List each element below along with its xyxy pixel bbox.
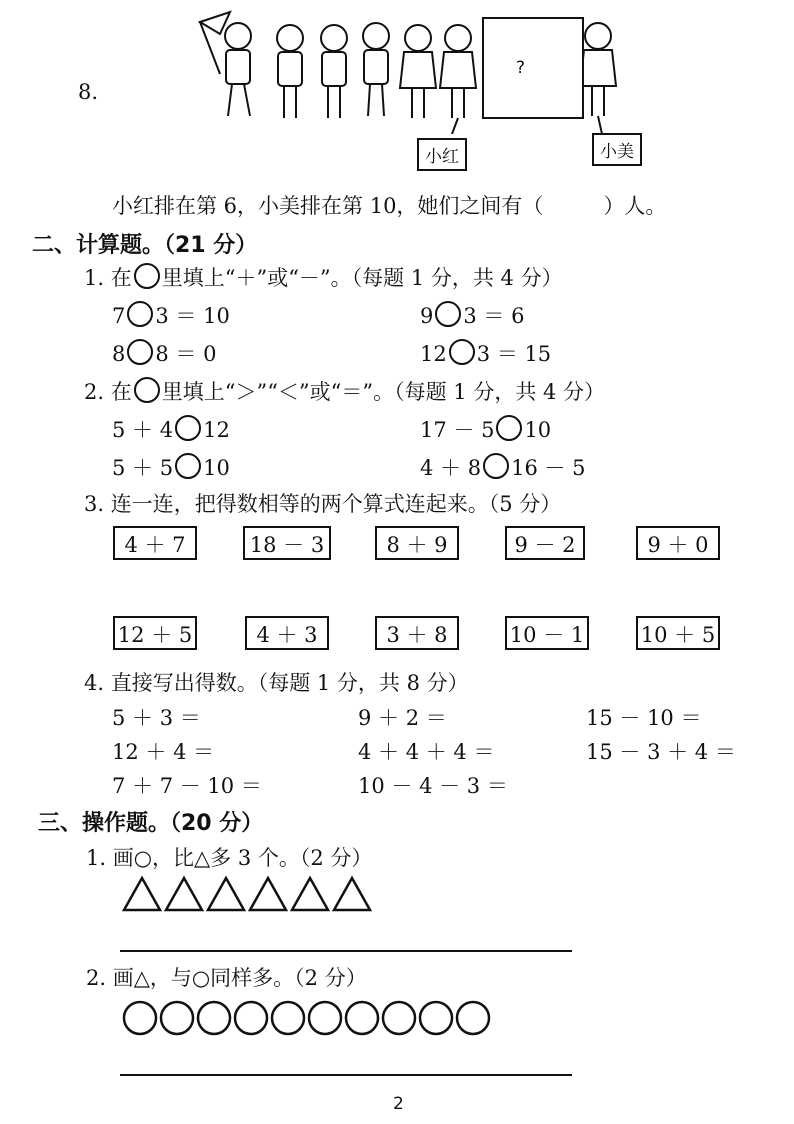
q8-sentence <box>112 190 666 220</box>
q3-prompt: 3. 连一连，把得数相等的两个算式连起来。（5 分） <box>84 492 562 516</box>
circle-row <box>120 998 500 1038</box>
q2-prompt <box>84 376 605 406</box>
question-number: 8. <box>78 80 99 104</box>
match-box-top[interactable]: 9 － 2 <box>505 526 585 560</box>
circle-icon <box>383 1002 415 1034</box>
q4-item: 15 － 10 ＝ <box>586 706 702 730</box>
circle-icon <box>124 1002 156 1034</box>
answer-circle[interactable] <box>496 415 522 441</box>
q1-prompt <box>84 262 563 292</box>
answer-line[interactable] <box>120 1074 572 1076</box>
answer-circle[interactable] <box>127 301 153 327</box>
answer-line[interactable] <box>120 950 572 952</box>
q1-item-a: 9 <box>420 304 434 328</box>
circle-icon <box>346 1002 378 1034</box>
q8-sentence-pre: 小红排在第 6，小美排在第 10，她们之间有（ <box>112 194 544 218</box>
match-box-bottom[interactable]: 4 ＋ 3 <box>245 616 329 650</box>
triangle-row <box>120 874 380 914</box>
section3-title: 三、操作题。（20 分） <box>38 811 264 836</box>
q1-item-a: 12 <box>420 342 447 366</box>
q2-item <box>112 452 230 482</box>
answer-circle[interactable] <box>127 339 153 365</box>
q4-item: 5 ＋ 3 ＝ <box>112 706 201 730</box>
answer-circle[interactable] <box>175 415 201 441</box>
q8-sentence-post: ）人。 <box>603 194 667 218</box>
q2-prompt-post: 里填上“＞”“＜”或“＝”。（每题 1 分，共 4 分） <box>161 380 606 404</box>
q2-prompt-pre: 2. 在 <box>84 380 132 404</box>
q2-item-b: 16 － 5 <box>511 456 586 480</box>
triangle-icon <box>250 878 286 910</box>
q2-item <box>112 414 230 444</box>
q1-item-b: 3 ＝ 15 <box>476 342 552 366</box>
q1-prompt-post: 里填上“＋”或“－”。（每题 1 分，共 4 分） <box>161 266 563 290</box>
q2-item-a: 5 ＋ 4 <box>112 418 174 442</box>
q1-item <box>112 300 230 330</box>
circle-icon <box>134 377 160 403</box>
q1-item <box>420 338 551 368</box>
q4-item: 4 ＋ 4 ＋ 4 ＝ <box>358 740 495 764</box>
triangle-icon <box>208 878 244 910</box>
q1-item <box>112 338 216 368</box>
match-box-bottom[interactable]: 10 ＋ 5 <box>636 616 720 650</box>
match-box-top[interactable]: 8 ＋ 9 <box>375 526 459 560</box>
match-box-bottom[interactable]: 10 － 1 <box>505 616 589 650</box>
circle-icon <box>309 1002 341 1034</box>
q4-item: 9 ＋ 2 ＝ <box>358 706 447 730</box>
q1-item-a: 7 <box>112 304 126 328</box>
s3-q2-prompt: 2. 画△，与○同样多。（2 分） <box>86 966 367 990</box>
triangle-icon <box>292 878 328 910</box>
match-box-bottom[interactable]: 12 ＋ 5 <box>113 616 197 650</box>
answer-circle[interactable] <box>175 453 201 479</box>
q2-item-b: 10 <box>524 418 552 442</box>
q4-item: 10 － 4 － 3 ＝ <box>358 774 508 798</box>
triangle-icon <box>334 878 370 910</box>
circle-icon <box>161 1002 193 1034</box>
circle-icon <box>235 1002 267 1034</box>
circle-icon <box>457 1002 489 1034</box>
q2-item-a: 17 － 5 <box>420 418 495 442</box>
section2-title: 二、计算题。（21 分） <box>32 233 258 258</box>
match-box-top[interactable]: 4 ＋ 7 <box>113 526 197 560</box>
match-box-bottom[interactable]: 3 ＋ 8 <box>375 616 459 650</box>
q4-item: 7 ＋ 7 － 10 ＝ <box>112 774 262 798</box>
triangle-icon <box>166 878 202 910</box>
mystery-box-question-mark: ? <box>516 58 526 78</box>
q1-item <box>420 300 524 330</box>
triangle-icon <box>124 878 160 910</box>
circle-icon <box>420 1002 452 1034</box>
page-number: 2 <box>393 1094 404 1114</box>
s3-q1-prompt: 1. 画○，比△多 3 个。（2 分） <box>86 846 373 870</box>
answer-circle[interactable] <box>483 453 509 479</box>
q1-prompt-pre: 1. 在 <box>84 266 132 290</box>
circle-icon <box>198 1002 230 1034</box>
q2-item <box>420 452 586 482</box>
q2-item-b: 10 <box>203 456 230 480</box>
q4-item: 12 ＋ 4 ＝ <box>112 740 215 764</box>
q2-item-a: 4 ＋ 8 <box>420 456 482 480</box>
q4-item: 15 － 3 ＋ 4 ＝ <box>586 740 736 764</box>
q1-item-a: 8 <box>112 342 126 366</box>
label-xiaohong: 小红 <box>417 138 467 171</box>
q2-item <box>420 414 551 444</box>
q2-item-b: 12 <box>203 418 230 442</box>
label-xiaomei: 小美 <box>592 133 642 166</box>
match-box-top[interactable]: 18 － 3 <box>243 526 331 560</box>
q1-item-b: 8 ＝ 0 <box>155 342 217 366</box>
q1-item-b: 3 ＝ 10 <box>155 304 230 328</box>
circle-icon <box>272 1002 304 1034</box>
circle-icon <box>134 263 160 289</box>
answer-circle[interactable] <box>449 339 475 365</box>
q4-prompt: 4. 直接写出得数。（每题 1 分，共 8 分） <box>84 671 469 695</box>
q1-item-b: 3 ＝ 6 <box>463 304 525 328</box>
match-box-top[interactable]: 9 ＋ 0 <box>636 526 720 560</box>
answer-circle[interactable] <box>435 301 461 327</box>
kids-line-illustration <box>190 4 630 134</box>
q2-item-a: 5 ＋ 5 <box>112 456 174 480</box>
